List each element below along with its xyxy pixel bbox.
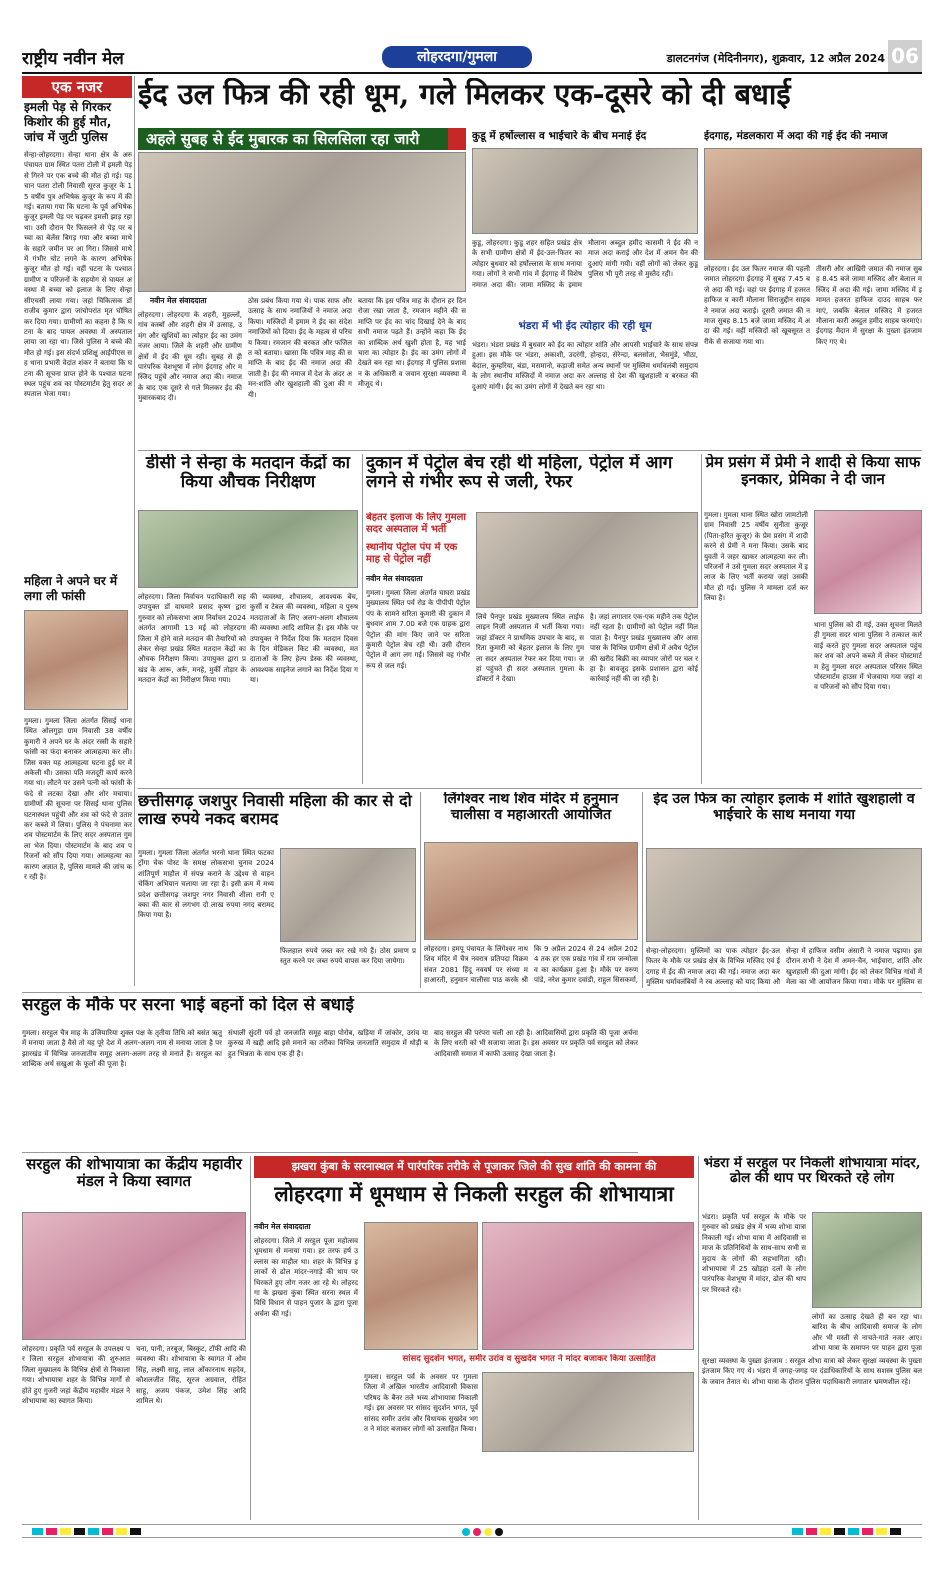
article-column: बाद सरहुल की परंपरा चली आ रही है। आदिवासियों द्वारा प्रकृति की पूजा अर्चना के लिए धरती को भी सजाया जाता है। इस अवसर पर प्रकृति पर्व सरहुल को लेकर आदिवासी समाज में काफी उत्साह देखा जाता है। — [434, 1029, 638, 1058]
column-divider — [250, 1156, 251, 1520]
masthead-rule — [22, 72, 922, 74]
story-headline: छत्तीसगढ़ जशपुर निवासी महिला की कार से दो लाख रुपये नकद बरामद — [138, 792, 412, 828]
registration-swatch — [32, 1528, 43, 1535]
column-divider — [420, 792, 421, 988]
article-column: तीसरी और आखिरी जमात की नमाज सुबह 8.45 बजे जामा मस्जिद और बेलाल मस्जिद में अदा की गई। जामा मस्जिद में इमामत हजरत हाफिज दाउद साहब फरमाएं, जबकि बेलाल मस्जिद में हजरत मौलाना कारी अब्दुल हमीद साहब फरमाएं। ईदगाह मैदान में सुरक्षा के पुख्ता इंतजाम किए गए थे। — [816, 265, 922, 346]
article-column: थाना पुलिस को दी गई, उक्त सूचना मिलते ही गुमला सदर थाना पुलिस ने तत्काल कार्रवाई करते हुए गुमला सदर अस्पताल पहुंचकर शव को अपने कब्जे में लेकर पोस्टमार्टम हेतु गुमला सदर अस्पताल परिसर स्थित पोस्टमार्टम हाउस में भेजवाया गया जहां शव परिजनों को सौंप दिया गया। — [814, 621, 922, 692]
story-headline: ईद उल फित्र का त्योहार इलाके में शांति खुशहाली व भाईचारे के साथ मनाया गया — [653, 792, 915, 823]
article-column: फिलहाल रुपये जब्त कर रखे गये हैं। ठोस प्रमाण प्रस्तुत करने पर जब्त रुपये वापस कर दिया जायेगा। — [280, 947, 416, 966]
lead-bar-heading: अहले सुबह से ईद मुबारक का सिलसिला रहा जारी — [138, 128, 466, 150]
article-column: लोहरदगा। प्रकृति पर्व सरहुल के उपलक्ष्य पर जिला सरहुल शोभायात्रा की शुरुआत जिला मुख्यालय के विभिन्न क्षेत्रों से निकाला गया। शोभायात्रा शहर के विभिन्न मार्गों से होते हुए गुजरी जहां केंद्रीय महावीर मंडल ने शोभायात्रा का स्वागत किया। — [22, 1345, 130, 1406]
section-divider — [138, 450, 922, 451]
sub-heading: कुडू में हर्षोल्लास व भाईचारे के बीच मनाई ईद — [472, 130, 647, 142]
sub-heading: भंडरा में भी ईद त्योहार की रही धूम — [518, 320, 652, 332]
byline: नवीन मेल संवाददाता — [366, 574, 423, 583]
article-column: लोहरदगा। लोहरदगा के शहरी, मुहल्लों, गांव कस्बों और शहरी क्षेत्र में उत्साह, उमंग और खुशियों का त्योहार ईद का उमंग नजर आया। जिले के शहरी और ग्रामीण क्षेत्रों में ईद की धूम रही। सुबह से ही पारंपरिक वेशभूषा में लोग ईदगाह और मस्जिद पहुंचे और नमाज अदा की। नमाज के बाद एक दूसरे से गले मिलकर ईद की मुबारकबाद दी। — [138, 311, 242, 403]
article-column: लोहरदगा। हमपू पंचायत के लिंगेश्वर नाथ शिव मंदिर में चैत्र नवरात्र प्रतिपदा विक्रम संवत 2081 हिंदू नववर्ष पर संध्या महाआरती, हनुमान चालीसा पाठ करके श्री — [424, 945, 528, 985]
article-column: भंडरा। प्रकृति पर्व सरहुल के मौके पर गुरुवार को प्रखंड क्षेत्र में भव्य शोभा यात्रा निकाली गई। शोभा यात्रा में आदिवासी समाज के प्रतिनिधियों के साथ-साथ सभी समुदाय के लोगों की सहभागिता रही। शोभायात्रा में 25 खोड़हा दलों के लोग पारंपरिक वेशभूषा में मांदर, ढोल की थाप पर थिरकते रहे। — [702, 1213, 806, 1294]
article-column: गुमला। गुमला थाना स्थित खोरा जामटोली ग्राम निवासी 25 वर्षीय सुनीता कुजूर (पिता-हरित कुजूर) के प्रेम प्रसंग में शादी करने से प्रेमी ने मना किया। उसके बाद युवती ने जहर खाकर आत्महत्या कर ली। परिजनों ने उसे गुमला सदर अस्पताल में इलाज के लिए भर्ती कराया जहां उसकी मौत हो गई। पुलिस ने मामला दर्ज कर लिया है। — [704, 511, 808, 603]
story-headline: लिंगेश्वर नाथ शिव मंदिर में हनुमान चालीसा व महाआरती आयोजित — [443, 792, 619, 823]
news-photo — [472, 148, 698, 234]
story-headline: सरहुल की शोभायात्रा का केंद्रीय महावीर मंडल ने किया स्वागत — [26, 1156, 242, 1190]
article-column: सेन्हा में हाफिज वसीम अंसारी ने नमाज पढ़ाया। इस दौरान सभी ने देश में अमन-चैन, भाईचारा, शांति और खुशहाली की दुआ मांगी। ईद को लेकर विभिन्न गांवों में मेला का भी आयोजन किया गया। मौके पर मुस्लिम स — [786, 947, 922, 986]
article-column: गुमला। सरहुल पर्व के अवसर पर गुमला जिला में अखिल भारतीय आदिवासी विकास परिषद के बैनर तले भव्य शोभायात्रा निकाली गई। इस अवसर पर सांसद सुदर्शन भगत, पूर्व सांसद समीर उरांव और विधायक सुखदेव भगत ने मांदर बजाकर लोगों को उत्साहित किया। — [364, 1373, 478, 1434]
registration-marks — [32, 1528, 152, 1536]
registration-swatch — [102, 1528, 113, 1535]
article-column: गुमला। गुमला जिला अंतर्गत घाघरा प्रखंड मुख्यालय स्थित पर्व रोड के पीपीपी पेट्रोल पंप के सामने सरिता कुमारी की दुकान में बुधवार शाम 7.00 बजे एक ग्राहक द्वारा पेट्रोल की मांग किए जाने पर सरिता कुमारी पेट्रोल बेच रही थी। उसी दौरान पेट्रोल में आग लग गई। जिससे वह गंभीर रूप से जल गई। — [366, 589, 470, 670]
column-divider — [362, 454, 363, 784]
article-column: भंडरा। भंडरा प्रखंड में बुधवार को ईद का त्योहार शांति और आपसी भाईचारे के साथ संपन्न हुआ। इस मौके पर भंडरा, अकाशी, उदरंगी, होन्हदा, सेरेन्दा, बलसोता, भैसमुंडे, भीठा, बेदाल, कुम्हरिया, बंडा, मसमानो, कड़ाजी समेत अन्य स्थानों पर मुस्लिम धर्मावलंबी समुदाय के लोग स्थानीय मस्जिदों में नमाज अदा कर अल्लाह से देश की खुशहाली व बरकत की दुआएं मांगी। ईद का उमंग लोगों में देखते बन रहा था। — [472, 341, 698, 391]
registration-swatch — [792, 1528, 803, 1535]
article-column: लिये पैनपुर प्रखंड मुख्यालय स्थित लाईफ लाइन निजी अस्पताल में भर्ती किया गया। जहां डॉक्टर ने प्राथमिक उपचार के बाद, सरिता कुमारी को बेहतर इलाज के लिए गुमला सदर अस्पताल रेफर कर दिया गया। जहां पहुंचते ही सदर अस्पताल गुमला के डॉक्टरों ने देखा। — [476, 613, 584, 684]
registration-swatch — [60, 1528, 71, 1535]
section-divider — [22, 1152, 638, 1153]
byline: नवीन मेल संवाददाता — [254, 1222, 311, 1231]
article-column: कि 9 अप्रैल 2024 से 24 अप्रैल 2024 तक हर एक प्रखंड गांव में राम जन्मोत्सव का कार्यक्रम हुआ है। मौके पर वरुण पांडे, नरेश कुमार दवांडी, राहुल सिसकर्मा, — [534, 945, 638, 985]
article-column: लोगों का उत्साह देखते ही बन रहा था। बारिश के बीच आदिवासी समाज के लोग और भी मस्ती से नाचते-गाते नजर आए। शोभा यात्रा के समापन पर पाहन द्वारा पूजा — [812, 1313, 922, 1352]
section-divider — [22, 992, 922, 993]
registration-marks — [792, 1528, 912, 1536]
news-photo — [482, 1372, 694, 1452]
article-column: गुमला। सरहुल चैत्र माह के उजियारिया शुक्ल पक्ष के तृतीया तिथि को बसंत ऋतु में मनाया जाता है वैसे तो यह पूरे देश में अलग-अलग नाम से मनाया जाता है पर झारखंड में विभिन्न जनजातीय समूह अलग-अलग तरह से मनाते हैं। सरहुल का शाब्दिक अर्थ सखुआ के फूलों की पूजा है। — [22, 1029, 222, 1069]
lead-headline: ईद उल फित्र की रही धूम, गले मिलकर एक-दूसरे को दी बधाई — [138, 78, 791, 111]
article-column: लोहरदगा। जिला निर्वाचन पदाधिकारी सह उपायुक्त डॉ वाघमारे प्रसाद कृष्ण द्वारा गुरुवार को लोकसभा आम निर्वाचन 2024 अंतर्गत आगामी 13 मई को लोहरदगा जिला में होने वाले मतदान की तैयारियों को लेकर सेन्हा प्रखंड स्थित मतदान केंद्रों का औचक निरीक्षण किया। उपायुक्त द्वारा प्रखंड के आरू, अर्रू, मनहे, मुर्की तोड़ार के मतदान केंद्रों का निरीक्षण किया गया। — [138, 593, 246, 685]
footer-rule — [22, 1524, 922, 1538]
registration-swatch — [116, 1528, 127, 1535]
page-number: 06 — [888, 40, 922, 72]
registration-swatch — [890, 1528, 901, 1535]
article-column: की व्यवस्था, शौचालय, आवश्यक बेंच, कुर्सी व टेबल की व्यवस्था, महिला व पुरुष मतदाताओं के लिए अलग-अलग शौचालय की व्यवस्था आदि शामिल हैं। इस मौके पर उपायुक्त ने निर्देश दिया कि मतदान दिवस के दिन मेडिकल किट की व्यवस्था, मतदाताओं के लिए हेल्प डेस्क की व्यवस्था, आवश्यक साइनेज लगाने का निर्देश दिया गया। — [250, 593, 358, 685]
registration-swatch — [462, 1528, 470, 1536]
article-column: सुरक्षा व्यवस्था के पुख्ता इंतजाम : सरहुल शोभा यात्रा को लेकर सुरक्षा व्यवस्था के पुख्ता इंतजाम किए गए थे। भंडरा में जगह-जगह पर दंडाधिकारियों के साथ सशस्त्र पुलिस बल के जवान तैनात थे। शोभा यात्रा के दौरान पुलिस पदाधिकारी लगातार भ्रमणशील रहे। — [702, 1357, 922, 1386]
registration-swatch — [876, 1528, 887, 1535]
story-headline: सरहुल के मौके पर सरना भाई बहनों को दिल से बधाई — [22, 996, 354, 1015]
news-photo — [280, 848, 416, 942]
news-photo — [814, 510, 922, 614]
column-divider — [134, 76, 135, 986]
article-column: गुमला। गुमला जिला अंतर्गत भरनो थाना स्थित फटका ट्रोंगा चेक पोस्ट के समक्ष लोकसभा चुनाव 2024 शांतिपूर्ण माहौल में संपन्न कराने के उद्देश्य से वाहन चेकिंग अभियान चलाया जा रहा है। इसी क्रम में मध्य प्रदेश छत्तीसगढ़ जशपुर नगर निवासी शीला रानी एक्का की कार से लगभग दो लाख रुपया नगद बरामद किया गया है। — [138, 849, 274, 920]
news-photo — [24, 610, 128, 710]
news-photo — [482, 1222, 694, 1350]
byline: नवीन मेल संवाददाता — [150, 296, 207, 305]
brief-headline: महिला ने अपने घर में लगा ली फांसी — [24, 574, 118, 603]
article-column: ठोस प्रबंध किया गया थे। पाक साफ और उत्साह के साथ नमाजियों ने नमाज अदा किया। मस्जिदों में इमाम ने ईद का संदेश नमाजियों को दिया। ईद के महत्व से परिचय किया। रमजान की बरकत और फजिलत को बताया। खासा कि पवित्र माह की समाप्ति के बाद ईद की नमाज अदा की जाती है। ईद की नमाज में देश के अंदर अमन-शांति और खुशहाली की दुआ की गयी। — [248, 297, 352, 399]
kicker: स्थानीय पेट्रोल पंप में एक माह से पेट्रोल नहीं — [366, 542, 458, 565]
article-column: कुडू, लोहरदगा। कुडू शहर सहित प्रखंड क्षेत्र के सभी ग्रामीण क्षेत्रों में ईद-उल-फितर का त्योहार बुधवार को हर्षोल्लास के साथ मनाया गया। लोगों ने सभी गांव में ईदगाह में विशेष नमाज अदा की। जामा मस्जिद के इमाम मौलाना अब्दुल हमीद कासमी ने ईद की नमाज अदा कराई और देश में अमन चैन की दुआएं मांगी गयी। वहीं लोगों को लेकर कुडू पुलिस भी पूरी तरह से मुस्तैद रही। — [472, 239, 698, 289]
brief-body: गुमला। गुमला जिला अंतर्गत सिसई थाना स्थित ओलगुड़ा ग्राम निवासी 38 वर्षीय कुमारी ने अपने घर के अंदर रस्सी के सहारे फांसी का फंदा बनाकर आत्महत्या कर ली। जिस वक्त यह आत्महत्या घटना हुई घर में अकेली थी। उसका पति मजदूरी कार्य करने गया था। लौटने पर उसने पत्नी को फांसी के फंदे से लटका देखा और शोर मचाया। ग्रामीणों की सूचना पर सिसई थाना पुलिस घटनास्थल पहुंची और शव को फंदे से उतारकर कब्जे में लिया। पुलिस ने पंचनामा कर शव पोस्टमार्टम के लिए सदर अस्पताल गुमला भेज दिया। पोस्टमार्टम के बाद शव परिजनों को सौंप दिया गया। आत्महत्या का कारण अज्ञात है, पुलिस मामले की जांच कर रही है। — [24, 717, 132, 882]
story-banner: झखरा कुंबा के सरनास्थल में पारंपरिक तरीके से पूजाकर जिले की सुख शांति की कामना की — [254, 1156, 694, 1178]
sub-heading: ईदगाह, मंडलकारा में अदा की गई ईद की नमाज — [704, 130, 888, 142]
registration-swatch — [806, 1528, 817, 1535]
news-photo — [22, 1212, 246, 1340]
news-photo — [812, 1212, 922, 1308]
registration-swatch — [862, 1528, 873, 1535]
registration-swatch — [484, 1528, 492, 1536]
section-badge: लोहरदगा/गुमला — [382, 46, 532, 68]
brief-headline: इमली पेड़ से गिरकर किशोर की हुई मौत, जांच में जुटी पुलिस — [24, 100, 112, 144]
registration-marks — [462, 1528, 522, 1536]
news-photo — [364, 1222, 478, 1350]
column-divider — [698, 1156, 699, 1520]
article-column: लोहरदगा। ईद उल फितर नमाज की पहली जमात लोहरदगा ईदगाह में सुबह 7.45 बजे अदा की गई। वहां पर ईदगाह में हजरत हाफिज व कारी मौलाना सिराजुद्दीन साहब ने नमाज अदा कराई। दूसरी जमात की नमाज सुबह 8.15 बजे जामा मस्जिद में अदा की गई। वहीं मस्जिदों को खूबसूरत तरीके से सजाया गया था। — [704, 265, 810, 346]
news-photo — [646, 848, 922, 942]
photo-caption: सांसद सुदर्शन भगत, समीर उरांव व सुखदेव भगत ने मांदर बजाकर किया उत्साहित — [402, 1354, 656, 1364]
article-column: लोहरदगा। जिले में सरहुल पूजा महोत्सव धूमधाम से मनाया गया। हर तरफ हर्ष उल्लास का माहौल था। शहर के विभिन्न इलाकों से ढोल मांदर-नगाड़े की थाप पर थिरकते हुए लोग नजर आ रहे थे। लोहरदगा के झखरा कुंबा स्थित सरना स्थल में विधि विधान से पाहन पुजार के द्वारा पूजा अर्चना की गई। — [254, 1237, 358, 1318]
news-photo — [704, 148, 922, 260]
masthead-logo: राष्ट्रीय नवीन मेल — [22, 49, 124, 69]
story-headline: भंडरा में सरहुल पर निकली शोभायात्रा मांदर, ढोल की थाप पर थिरकते रहे लोग — [703, 1156, 921, 1187]
news-photo — [138, 510, 358, 588]
article-column: सेन्हा-लोहरदगा। मुस्लिमों का पाक त्योहार ईद-उल फितर के मौके पर प्रखंड क्षेत्र के विभिन्न मस्जिद एवं ईदगाह में ईद की नमाज अदा की गई। नमाज अदा कर मुस्लिम धर्मावलंबियों ने रब अल्लाह को याद किया औ — [646, 947, 780, 986]
dateline: डालटनगंज (मेदिनीनगर), शुक्रवार, 12 अप्रैल 2024 — [666, 52, 885, 65]
masthead — [22, 40, 922, 74]
story-headline: डीसी ने सेन्हा के मतदान केंद्रों का किया औचक निरीक्षण — [145, 454, 351, 493]
article-column: संथाली सुंदरी पर्व हो जनजाति समूह बाहा पोरोब, खड़िया में जांकोर, उरांव या कुरुख में खद्दी आदि इसे मनाने का तरीका विभिन्न जनजाति समुदाय में थोड़ी बहुत भिन्नता के साथ एक ही है। — [228, 1029, 428, 1058]
brief-body: सेन्हा-लोहरदगा। सेन्हा थाना क्षेत्र के अरु पंचायत ग्राम स्थित पतरा टोली में इमली पेड़ से गिरने पर एक बच्चे की मौत हो गई। पहचान पतरा टोली निवासी सूरज कुजूर के 15 वर्षीय पुत्र अभिषेक कुजूर के रूप में की गई। बताया गया कि घटना के पूर्व अभिषेक कुजूर इमली पेड़ पर चढ़कर इमली झाड़ रहा था। उसी दौरान पैर फिसलने से पेड़ पर बच्चा का बेलेंस बिगड़ गया और बच्चा माथे के सहारे जमीन पर आ गिरा। जिससे माथे में गंभीर चोट लगने के कारण अभिषेक कुजूर मौत हो गई। वहीं घटना के पश्चात ग्रामीण व परिजनों के सहयोग से घायल अवस्था में बच्चा को इलाज के लिए सेन्हा सीएचसी लाया गया। जहां चिकित्सक डॉ राजीव कुमार द्वारा जांचोपरांत मृत घोषित कर दिया गया। ग्रामीणों का कहना है कि घटना के बाद पायल अवस्था में अस्पताल लाया जा रहा था। जिसे पुलिस ने बच्चे की मौत हो गई। इस संदर्भ प्रशिक्षु आईपीएस सह थाना प्रभारी वेदांत शंकर ने बताया कि घटना की सूचना प्राप्त होने के पश्चात घटना स्थल पहुंच शव का पोस्टमार्टम हेतु सदर अस्पताल भेजा गया। — [24, 151, 132, 399]
news-photo — [424, 842, 638, 940]
article-column: है। जहां लगातार एक-एक महीने तक पेट्रोल नहीं रहता है। ग्रामीणों को पेट्रोल नहीं मिल पाता है। पैनपुर प्रखंड मुख्यालय और आसपास के विभिन्न ग्रामीण क्षेत्रों में अवैध पेट्रोल की खरीद बिक्री का व्यापार जोरों पर चल रहा है। बावजूद इसके प्रशासन द्वारा कोई कार्रवाई नहीं की जा रही है। — [590, 613, 698, 684]
registration-swatch — [820, 1528, 831, 1535]
news-photo — [138, 152, 466, 292]
registration-swatch — [473, 1528, 481, 1536]
registration-swatch — [74, 1528, 85, 1535]
column-divider — [642, 792, 643, 988]
sidebar-title: एक नजर — [22, 76, 132, 98]
registration-swatch — [848, 1528, 859, 1535]
column-divider — [701, 454, 702, 784]
article-column: चना, पानी, तरबूज, बिस्कुट, टॉफी आदि की व्यवस्था की। शोभायात्रा के स्वागत में ओम सिंह, लक्ष्मी साहू, लाल ओंकारनाथ सहदेव, कौशलजीत सिंह, सूरज अग्रवाल, रोहित साहू, अजय पंकज, उमेश सिंह आदि शामिल थे। — [136, 1345, 246, 1406]
story-headline: दुकान में पेट्रोल बेच रही थी महिला, पेट्रोल में आग लगने से गंभीर रूप से जली, रेफर — [366, 454, 673, 493]
registration-swatch — [834, 1528, 845, 1535]
story-headline: लोहरदगा में धूमधाम से निकली सरहुल की शोभायात्रा — [274, 1182, 674, 1206]
article-column: बताया कि इस पवित्र माह के दौरान हर दिन रोजा रखा जाता है, रमजान महीने की समाप्ति पर ईद का चांद दिखाई देने के बाद सभी नमाज पढ़ते हैं। उन्होंने कहा कि ईद का शाब्दिक अर्थ खुशी होता है, यह भाईचारा का त्योहार है। ईद का उमंग लोगों में देखते बन रहा था। ईदगाह में पुलिस प्रशासन के अधिकारी व जवान सुरक्षा व्यवस्था में मौजूद थे। — [358, 297, 466, 389]
story-headline: प्रेम प्रसंग में प्रेमी ने शादी से किया साफ इनकार, प्रेमिका ने दी जान — [705, 454, 921, 488]
registration-swatch — [46, 1528, 57, 1535]
section-divider — [138, 788, 922, 789]
kicker: बेहतर इलाज के लिए गुमला सदर अस्पताल में भर्ती — [366, 512, 466, 535]
news-photo — [476, 512, 698, 608]
registration-swatch — [88, 1528, 99, 1535]
registration-swatch — [495, 1528, 503, 1536]
sidebar — [22, 76, 132, 986]
registration-swatch — [130, 1528, 141, 1535]
